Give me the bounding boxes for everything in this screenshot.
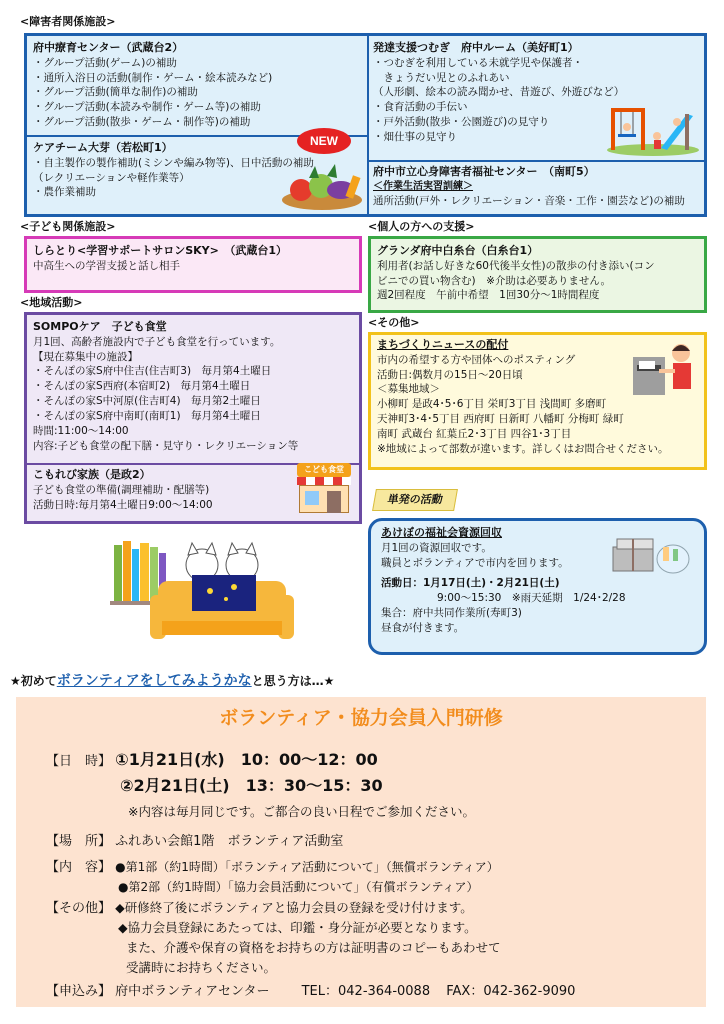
training-date-row [46,749,378,772]
komorebi-line: 活動日時:毎月第4土曜日9:00～14:00 [33,498,213,511]
apply-tel: TEL：042-364-0088 [301,984,431,999]
training-other-row [46,899,473,918]
akebono-time: 9:00～15:30 ※雨天延期 1/24･2/28 [437,592,626,605]
training-panel [16,697,706,1007]
granda-title: グランダ府中白糸台（白糸台1） [377,244,539,257]
granda-line: 利用者(お話し好きな60代後半女性)の散歩の付き添い(コン [377,259,655,272]
training-title: ボランティア・協力会員入門研修 [219,707,503,729]
machizukuri-box [368,332,707,470]
care-team-line: ・農作業補助 [33,186,96,199]
shinshin-line: 通所活動(戸外・レクリエーション・音楽・工作・園芸など)の補助 [373,194,685,207]
kodomo-shokudo-sign: こども食堂 [297,463,351,477]
fuchu-ryoiku-line: ・グループ活動(散歩・ゲーム・制作等)の補助 [33,116,251,129]
date-2: ②2月21日(土) 13：30～15：30 [120,776,383,795]
sompo-line: 【現在募集中の施設】 [33,350,138,363]
community-box [24,312,362,524]
fuchu-ryoiku-block [33,40,363,130]
akebono-line: 職員とボランティアで市内を回ります。 [381,556,569,569]
single-activity-tag: 単発の活動 [372,489,458,511]
sompo-line: 時間:11:00～14:00 [33,425,129,438]
vegetables-illustration [279,160,365,212]
invite-highlight: ボランティアをしてみようかな [56,673,252,689]
place-value: ふれあい会館1階 ボランティア活動室 [115,834,344,849]
machizukuri-line: 活動日:偶数月の15日～20日頃 [377,368,523,381]
section-label-individual: <個人の方への支援> [368,220,475,233]
tsumugi-line: きょうだい児とのふれあい [373,71,510,84]
komorebi-title: こもれび家族（是政2） [33,468,151,481]
mailbox-illustration [629,339,701,401]
section-label-children: <子ども関係施設> [20,220,116,233]
tsumugi-title: 発達支援つむぎ 府中ルーム（美好町1） [373,41,579,54]
machizukuri-line: 南町 武蔵台 紅葉丘2･3丁目 四谷1･3丁目 [377,428,572,441]
new-badge: NEW [297,128,351,154]
training-place-row [46,833,343,851]
content-2: ●第2部（約1時間）「協力会員活動について」（有償ボランティア） [118,880,479,894]
sompo-line: ・そんぽの家S府中南町(南町1) 毎月第4土曜日 [33,410,261,423]
akebono-line: 月1回の資源回収です。 [381,541,492,554]
akebono-meal: 昼食が付きます。 [381,622,465,635]
granda-box [368,236,707,313]
playground-illustration [605,100,701,156]
divider [367,160,704,162]
content-label: 【内 容】 [46,860,112,875]
fuchu-ryoiku-line: ・グループ活動(簡単な制作)の補助 [33,86,198,99]
date-label: 【日 時】 [46,754,112,769]
apply-value: 府中ボランティアセンター [115,984,270,999]
sompo-line: ・そんぽの家S府中住吉(住吉町3) 毎月第4土曜日 [33,365,272,378]
shiratori-box [24,236,362,293]
invite-suffix: と思う方は…★ [251,674,335,688]
machizukuri-line: ※地域によって部数が違います。詳しくはお問合せください。 [377,443,669,456]
tsumugi-line: ・戸外活動(散歩・公園遊び)の見守り [373,116,550,129]
date-1: ①1月21日(水) 10：00～12：00 [115,750,378,769]
machizukuri-line: 小柳町 是政4･5･6丁目 栄町3丁目 浅間町 多磨町 [377,398,607,411]
machizukuri-line: 市内の希望する方や団体へのポスティング [377,353,576,366]
other-4: 受講時にお持ちください。 [126,960,277,975]
sompo-title: SOMPOケア 子ども食堂 [33,320,167,333]
other-1: ◆研修終了後にボランティアと協力会員の登録を受け付けます。 [115,900,473,915]
section-label-community: <地域活動> [20,296,83,309]
place-label: 【場 所】 [46,834,112,849]
tsumugi-line: ・食育活動の手伝い [373,101,468,114]
tsumugi-line: ・つむぎを利用している未就学児や保護者・ [373,56,583,69]
akebono-date: 活動日：1月17日(土)・2月21日(土) [381,577,560,590]
fuchu-ryoiku-title: 府中療育センター（武蔵台2） [33,41,184,54]
sompo-block [33,319,298,454]
fuchu-ryoiku-line: ・グループ活動(本読みや制作・ゲーム等)の補助 [33,101,261,114]
komorebi-line: 子ども食堂の準備(調理補助・配膳等) [33,483,210,496]
section-label-other: <その他> [368,316,420,329]
disability-box [24,33,707,217]
fuchu-ryoiku-line: ・通所入浴日の活動(制作・ゲーム・絵本読みなど) [33,71,273,84]
other-2: ◆協力会員登録にあたっては、印鑑・身分証が必要となります。 [118,920,477,935]
akebono-place: 集合：府中共同作業所(寿町3) [381,607,522,620]
training-apply-row [46,983,575,1001]
care-team-line: ・自主製作の製作補助(ミシンや編み物等)、日中活動の補助 [33,156,314,169]
fuchu-ryoiku-line: ・グループ活動(ゲーム)の補助 [33,56,177,69]
sompo-line: ・そんぽの家S西府(本宿町2) 毎月第4土曜日 [33,380,251,393]
shinshin-subtitle: ＜作業生活実習訓練＞ [373,180,473,192]
sompo-line: 内容:子ども食堂の配下膳・見守り・レクリエーション等 [33,439,299,452]
tsumugi-line: ・畑仕事の見守り [373,131,457,144]
cats-reading-illustration [110,535,300,645]
shinshin-block [373,164,703,209]
akebono-box [368,518,707,655]
care-team-line: （レクリエーションや軽作業等） [33,171,190,184]
recycling-illustration [609,529,699,575]
training-date2-row [120,775,383,798]
tsumugi-line: （人形劇、絵本の読み聞かせ、昔遊び、外遊びなど） [373,86,625,99]
sompo-line: 月1回、高齢者施設内で子ども食堂を行っています。 [33,335,281,348]
apply-fax: FAX：042-362-9090 [446,984,576,999]
machizukuri-line: 天神町3･4･5丁目 西府町 日新町 八幡町 分梅町 緑町 [377,413,624,426]
divider [367,36,369,214]
apply-label: 【申込み】 [46,984,112,999]
sompo-line: ・そんぽの家S中河原(住吉町4) 毎月第2土曜日 [33,395,261,408]
care-team-title: ケアチーム大芽（若松町1） [33,141,173,154]
granda-line: 週2回程度 午前中希望 1回30分～1時間程度 [377,289,600,302]
kodomo-shokudo-illustration [295,463,353,515]
shinshin-title: 府中市立心身障害者福祉センター （南町5） [373,165,595,178]
volunteer-invite [10,672,334,692]
shiratori-line: 中高生への学習支援と話し相手 [33,259,180,272]
content-1: ●第1部（約1時間）「ボランティア活動について」（無償ボランティア） [115,860,499,874]
granda-line: ビニでの買い物含む) ※介助は必要ありません。 [377,274,612,287]
komorebi-block [33,467,213,512]
invite-prefix: ★初めて [10,674,57,688]
machizukuri-line: ＜募集地域＞ [377,383,440,396]
machizukuri-title: まちづくりニュースの配付 [377,338,509,351]
akebono-title: あけぼの福祉会資源回収 [381,526,502,539]
training-content-row [46,859,499,877]
section-label-disability: <障害者関係施設> [20,15,116,28]
shiratori-title: しらとり<学習サポートサロンSKY> （武蔵台1） [33,244,287,257]
date-note: ※内容は毎月同じです。ご都合の良い日程でご参加ください。 [128,804,475,819]
other-3: また、介護や保育の資格をお持ちの方は証明書のコピーもあわせて [126,940,501,955]
other-label: 【その他】 [46,901,112,916]
